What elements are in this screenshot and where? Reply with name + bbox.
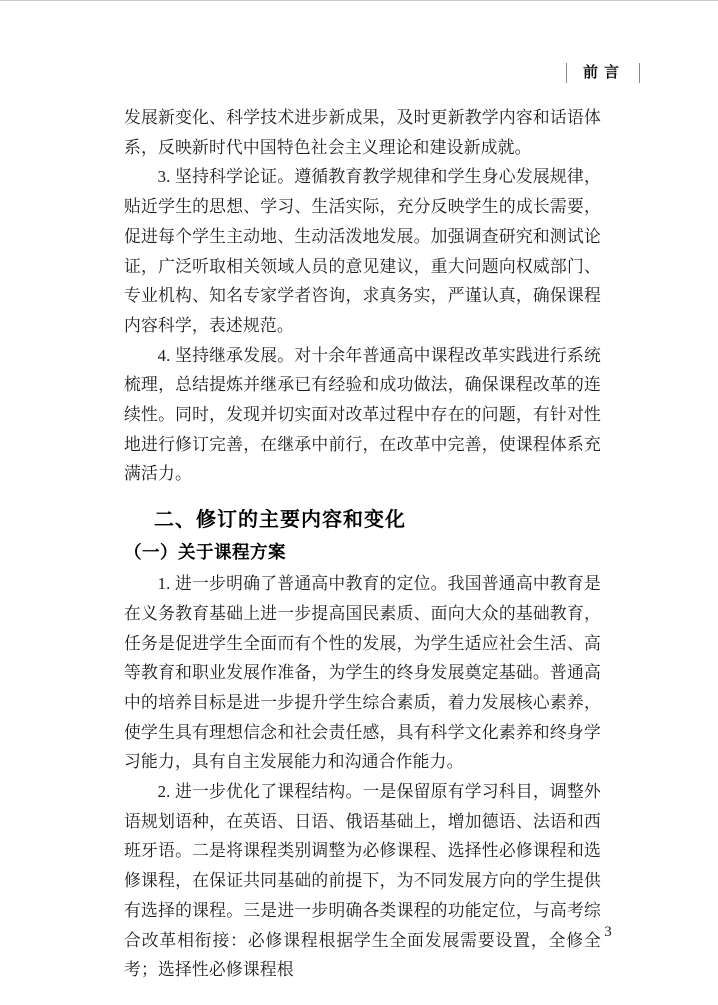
paragraph-continuation: 发展新变化、科学技术进步新成果，及时更新教学内容和话语体系，反映新时代中国特色社会主义理论和建设新成就。 (124, 108, 601, 157)
header-divider-right (639, 63, 640, 83)
paragraph-point-3: 3. 坚持科学论证。遵循教育教学规律和学生身心发展规律，贴近学生的思想、学习、生活实际，充分反映学生的成长需要，促进每个学生主动地、生动活泼地发展。加强调查研究和测试论证，广泛听取相关领域人员的意见建议，重大问题向权威部门、专业机构、知名专家学者咨询，求真务实，严谨认真，确保课程内容科学，表述规范。 (124, 167, 601, 335)
running-header (566, 62, 640, 84)
header-title: 前言 (582, 64, 625, 81)
page-number: 3 (604, 924, 612, 940)
subsection-heading: （一）关于课程方案 (124, 542, 286, 563)
section-heading: 二、修订的主要内容和变化 (154, 509, 406, 532)
paragraph-point-4: 4. 坚持继承发展。对十余年普通高中课程改革实践进行系统梳理，总结提炼并继承已有经验和成功做法，确保课程改革的连续性。同时，发现并切实面对改革过程中存在的问题，有针对性地进行修订完善，在继承中前行，在改革中完善，使课程体系充满活力。 (124, 345, 601, 484)
page-content (124, 103, 601, 985)
paragraph-item-1: 1. 进一步明确了普通高中教育的定位。我国普通高中教育是在义务教育基础上进一步提高国民素质、面向大众的基础教育，任务是促进学生全面而有个性的发展，为学生适应社会生活、高等教育和职业发展作准备，为学生的终身发展奠定基础。普通高中的培养目标是进一步提升学生综合素质，着力发展核心素养，使学生具有理想信念和社会责任感，具有科学文化素养和终身学习能力，具有自主发展能力和沟通合作能力。 (124, 574, 601, 772)
scan-edge-line (0, 0, 718, 1)
paragraph-item-2: 2. 进一步优化了课程结构。一是保留原有学习科目，调整外语规划语种，在英语、日语、俄语基础上，增加德语、法语和西班牙语。二是将课程类别调整为必修课程、选择性必修课程和选修课程，在保证共同基础的前提下，为不同发展方向的学生提供有选择的课程。三是进一步明确各类课程的功能定位，与高考综合改革相衔接：必修课程根据学生全面发展需要设置，全修全考；选择性必修课程根 (124, 782, 601, 980)
